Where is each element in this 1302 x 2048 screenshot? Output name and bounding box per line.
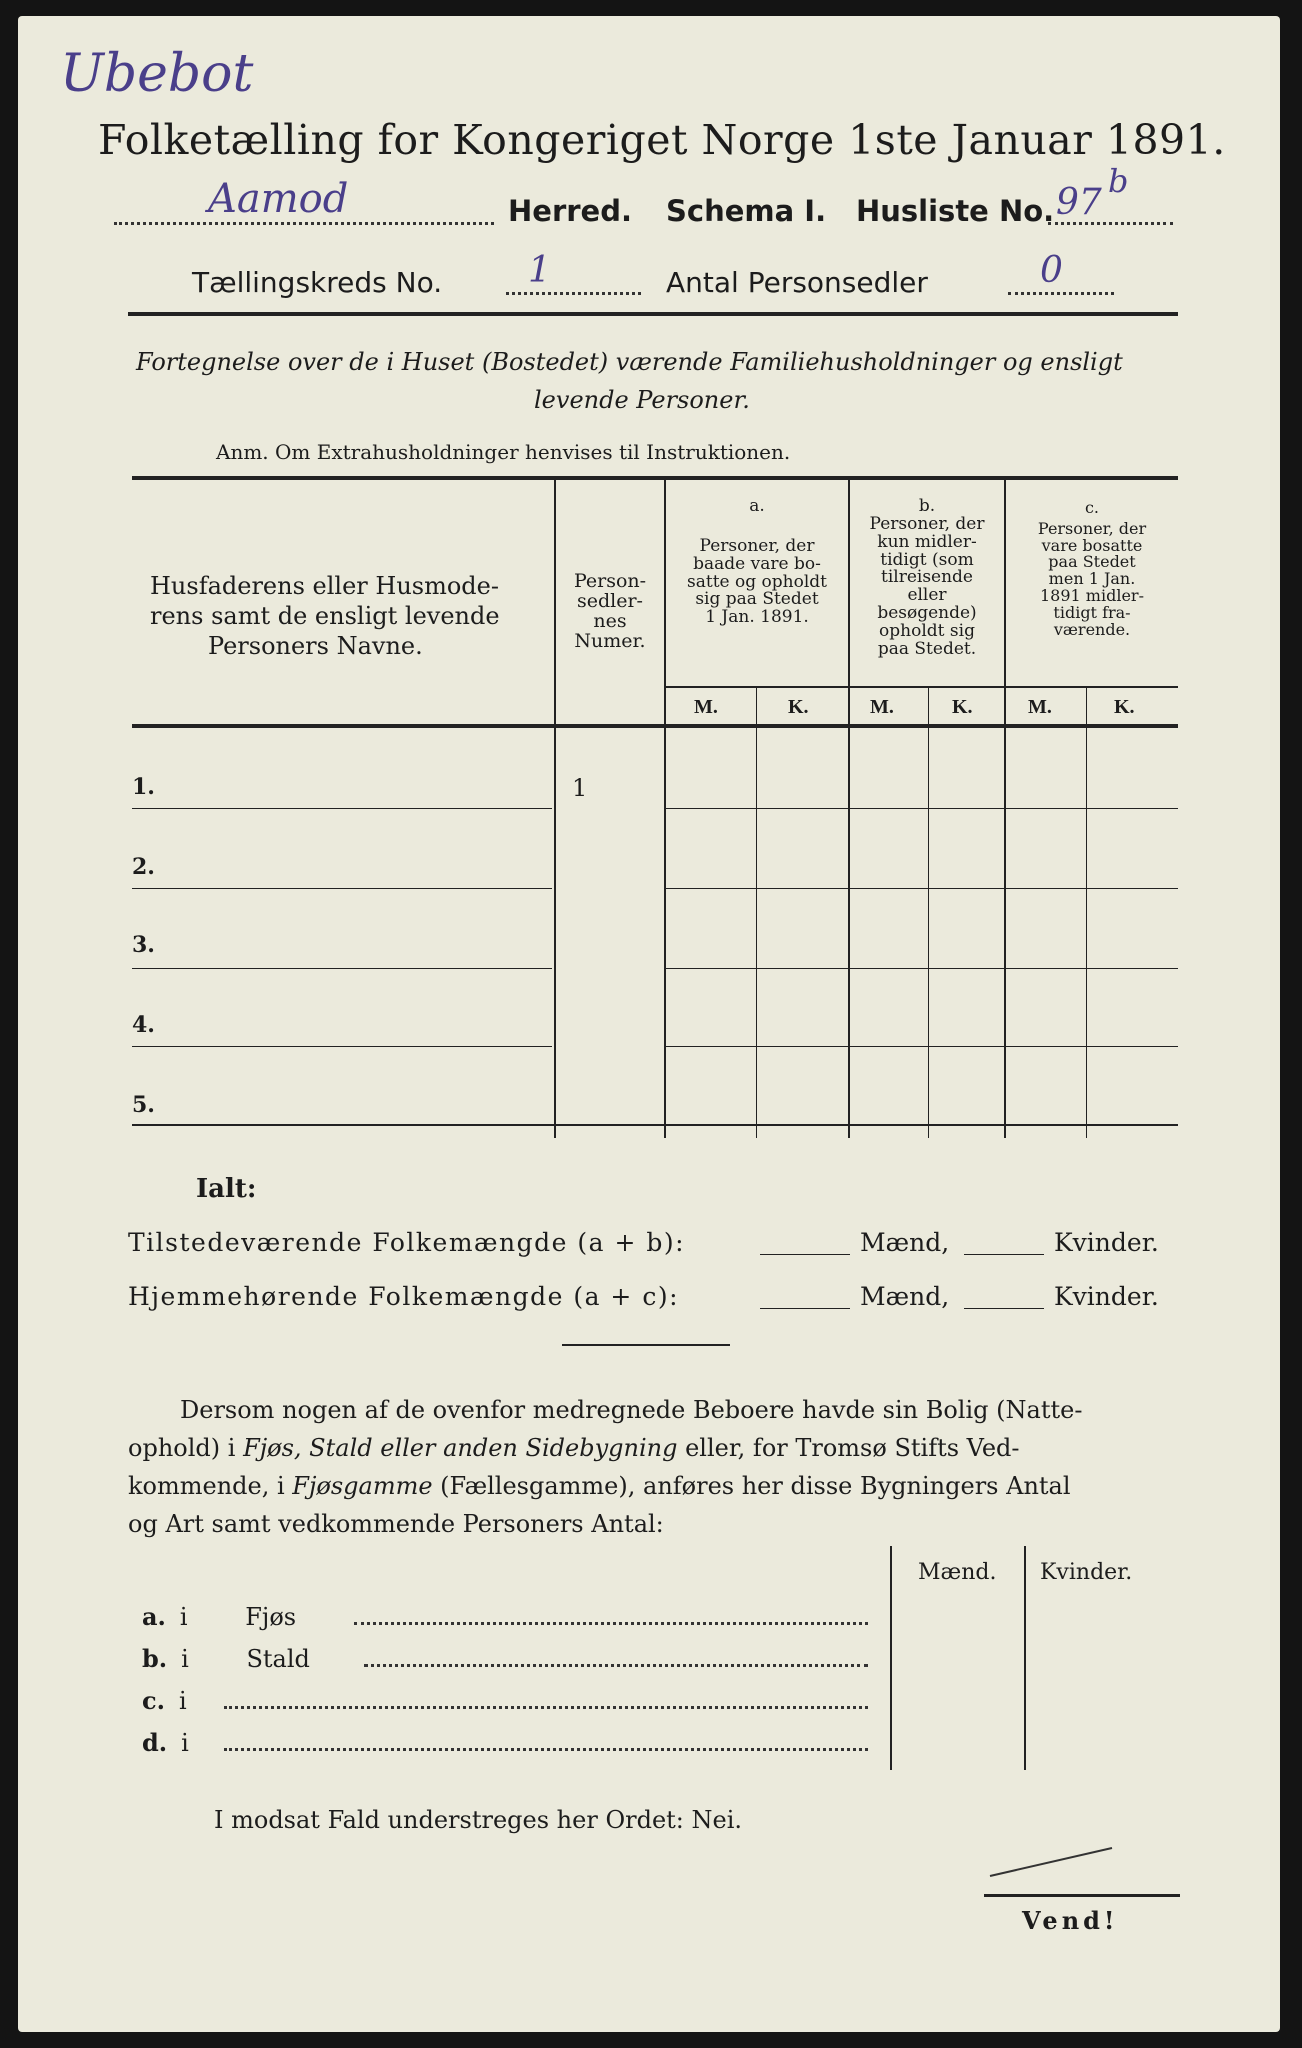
table-top-rule [132, 476, 1178, 480]
building-row-c-dots [224, 1706, 868, 1709]
hjemme-maend: Mænd, [860, 1282, 950, 1311]
kreds-dotted-line [506, 292, 641, 295]
herred-label: Herred. [508, 194, 632, 228]
row-line-1 [132, 808, 552, 809]
hjemme-maend-blank [760, 1308, 850, 1309]
antal-dotted-line [1008, 292, 1114, 295]
row-number-3: 3. [132, 932, 155, 958]
husliste-dotted-line [1048, 222, 1173, 225]
row-line-3 [132, 968, 552, 969]
row-number-1: 1. [132, 774, 155, 800]
herred-handwritten: Aamod [208, 176, 349, 222]
hjemme-kvinder-blank [964, 1308, 1044, 1309]
row-line-3-data [666, 968, 1178, 969]
vend-label: Vend! [1022, 1906, 1119, 1935]
col-b-m: M. [870, 696, 894, 718]
buildings-col-maend: Mænd. [918, 1560, 997, 1585]
col-a-m: M. [694, 696, 718, 718]
modsat-note: I modsat Fald understreges her Ordet: Nei. [214, 1806, 743, 1834]
intro-text-2: levende Personer. [534, 386, 750, 414]
husliste-suffix: b [1108, 162, 1129, 200]
col-divider-a-mk [756, 688, 757, 1138]
row-line-2 [132, 888, 552, 889]
hjemme-kvinder: Kvinder. [1054, 1282, 1159, 1311]
kreds-number: 1 [528, 250, 551, 291]
building-row-b: b. i Stald [142, 1644, 310, 1673]
mk-rule [666, 686, 1178, 688]
dersom-line-3: kommende, i Fjøsgamme (Fællesgamme), anføres her disse Bygningers Antal [128, 1472, 1071, 1500]
schema-label: Schema I. [666, 194, 827, 228]
intro-text: Fortegnelse over de i Huset (Bostedet) værende Familiehusholdninger og ensligt [136, 348, 1123, 376]
herred-dotted-line [114, 222, 494, 225]
col-header-b: b. Personer, der kun midler- tidigt (som tilreisende eller besøgende) opholdt sig paa Stedet. [869, 496, 985, 659]
building-row-c: c. i [142, 1686, 187, 1715]
antal-label: Antal Personsedler [666, 266, 928, 299]
antal-number: 0 [1040, 250, 1063, 291]
vend-rule [984, 1894, 1180, 1897]
hjemme-label: Hjemmehørende Folkemængde (a + c): [128, 1282, 679, 1311]
col-c-k: K. [1114, 696, 1135, 718]
row-line-4-data [666, 1046, 1178, 1047]
buildings-divider-2 [1024, 1546, 1026, 1770]
table-bottom-rule [132, 1124, 1178, 1126]
row-line-4 [132, 1046, 552, 1047]
row-1-personseddel: 1 [572, 774, 588, 802]
row-number-2: 2. [132, 854, 155, 880]
tilstede-label: Tilstedeværende Folkemængde (a + b): [128, 1228, 686, 1257]
tilstede-kvinder: Kvinder. [1054, 1228, 1159, 1257]
col-header-names-3: Personers Navne. [208, 632, 423, 660]
handwritten-annotation: Ubebot [60, 44, 254, 104]
ialt-label: Ialt: [196, 1174, 257, 1204]
building-row-d-dots [224, 1748, 868, 1751]
buildings-divider-1 [890, 1546, 892, 1770]
section-divider [562, 1344, 730, 1346]
row-number-5: 5. [132, 1092, 155, 1118]
col-b-k: K. [952, 696, 973, 718]
tilstede-kvinder-blank [964, 1254, 1044, 1255]
col-c-m: M. [1028, 696, 1052, 718]
col-header-c: c. Personer, der vare bosatte paa Stedet men 1 Jan. 1891 midler- tidigt fra- værende. [1037, 498, 1147, 639]
col-divider-c-mk [1086, 688, 1087, 1138]
row-line-1-data [666, 808, 1178, 809]
table-header-rule [132, 724, 1178, 728]
husliste-label: Husliste No. [856, 194, 1055, 228]
page-title: Folketælling for Kongeriget Norge 1ste Januar 1891. [98, 116, 1226, 164]
row-number-4: 4. [132, 1012, 155, 1038]
tilstede-maend-blank [760, 1254, 850, 1255]
col-a-k: K. [788, 696, 809, 718]
dersom-line-1: Dersom nogen af de ovenfor medregnede Beboere havde sin Bolig (Natte- [180, 1396, 1083, 1424]
row-line-2-data [666, 888, 1178, 889]
col-header-names-2: rens samt de ensligt levende [150, 602, 500, 630]
census-form-page [18, 16, 1280, 2032]
building-row-a: a. i Fjøs [142, 1602, 297, 1631]
pen-stroke [988, 1842, 1118, 1882]
anm-note: Anm. Om Extrahusholdninger henvises til Instruktionen. [216, 440, 791, 464]
header-rule [128, 312, 1178, 316]
col-header-numer: Person- sedler- nes Numer. [573, 570, 647, 652]
dersom-line-2: ophold) i Fjøs, Stald eller anden Sidebygning eller, for Tromsø Stifts Ved- [128, 1434, 1020, 1462]
kreds-label: Tællingskreds No. [192, 266, 443, 299]
buildings-col-kvinder: Kvinder. [1040, 1560, 1133, 1585]
col-divider-b-mk [928, 688, 929, 1138]
tilstede-maend: Mænd, [860, 1228, 950, 1257]
building-row-a-dots [354, 1622, 868, 1625]
dersom-line-4: og Art samt vedkommende Personers Antal: [128, 1510, 664, 1538]
col-header-names-1: Husfaderens eller Husmode- [150, 572, 499, 600]
building-row-b-dots [364, 1664, 868, 1667]
husliste-number: 97 [1056, 182, 1102, 223]
col-header-a: a. Personer, der baade vare bo- satte og opholdt sig paa Stedet 1 Jan. 1891. [687, 496, 827, 628]
building-row-d: d. i [142, 1728, 189, 1757]
